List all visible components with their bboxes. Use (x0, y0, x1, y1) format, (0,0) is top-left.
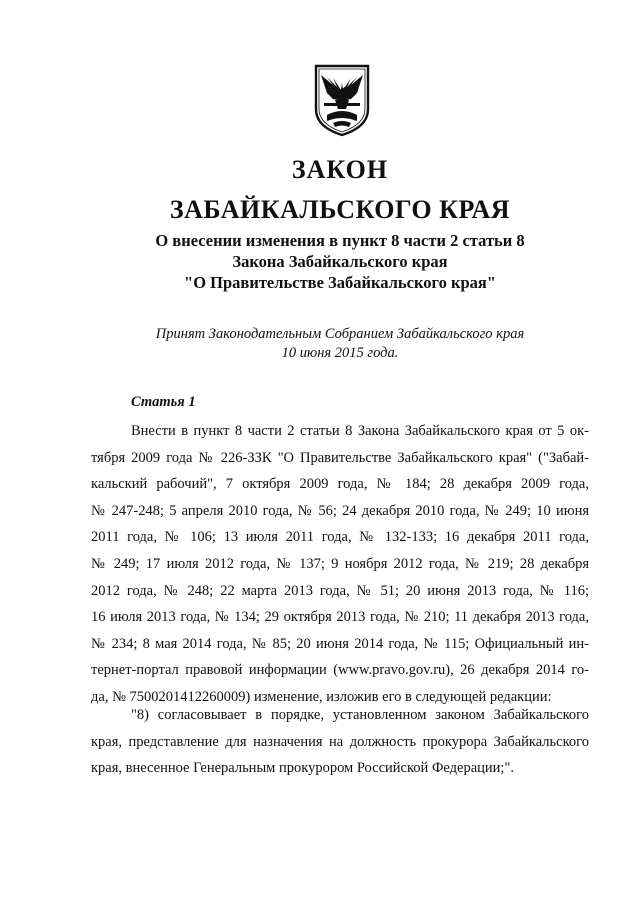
paragraph-line: 2012 года, № 248; 22 марта 2013 года, № 51; 20 июня 2013 года, № 116; (91, 582, 589, 599)
law-title: ЗАКОН (291, 155, 389, 184)
subtitle-line: О внесении изменения в пункт 8 части 2 статьи 8 (155, 231, 525, 250)
paragraph-line: Внести в пункт 8 части 2 статьи 8 Закона Забайкальского края от 5 ок- (131, 423, 589, 439)
paragraph-line: кальский рабочий", 7 октября 2009 года, № 184; 28 декабря 2009 года, (91, 476, 589, 493)
coat-of-arms-icon (313, 63, 371, 137)
adoption-note (0, 325, 640, 363)
adoption-line: Принят Законодательным Собранием Забайкальского края (155, 326, 525, 342)
article-heading: Статья 1 (131, 394, 196, 410)
paragraph-line: № 247-248; 5 апреля 2010 года, № 56; 24 декабря 2010 года, № 249; 10 июня (91, 502, 589, 519)
quote-line: края, представление для назначения на должность прокурора Забайкальского (91, 733, 589, 750)
paragraph-line: 16 июля 2013 года, № 134; 29 октября 2013 года, № 210; 11 декабря 2013 года, (91, 609, 589, 626)
paragraph-line: № 249; 17 июля 2012 года, № 137; 9 ноября 2012 года, № 219; 28 декабря (91, 555, 589, 572)
amendment-quote (91, 702, 589, 782)
paragraph-line: № 234; 8 мая 2014 года, № 85; 20 июня 2014 года, № 115; Официальный ин- (91, 635, 589, 652)
subtitle-line: "О Правительстве Забайкальского края" (184, 273, 496, 292)
subtitle-line: Закона Забайкальского края (232, 252, 448, 271)
paragraph-line: 2011 года, № 106; 13 июля 2011 года, № 132-133; 16 декабря 2011 года, (91, 529, 589, 546)
paragraph-line: тернет-портал правовой информации (www.pravo.gov.ru), 26 декабря 2014 го- (91, 662, 589, 679)
quote-line: края, внесенное Генеральным прокурором Российской Федерации;". (91, 760, 514, 777)
adoption-date: 10 июня 2015 года. (281, 345, 399, 361)
paragraph-line: тября 2009 года № 226-ЗЗК "О Правительстве Забайкальского края" ("Забай- (91, 449, 589, 466)
article-paragraph (91, 418, 589, 711)
law-subtitle (0, 230, 640, 293)
paragraph-line: да, № 7500201412260009) изменение, изложив его в следующей редакции: (91, 688, 552, 705)
quote-line: "8) согласовывает в порядке, установленном законом Забайкальского (131, 707, 589, 723)
law-region-title: ЗАБАЙКАЛЬСКОГО КРАЯ (169, 195, 511, 224)
